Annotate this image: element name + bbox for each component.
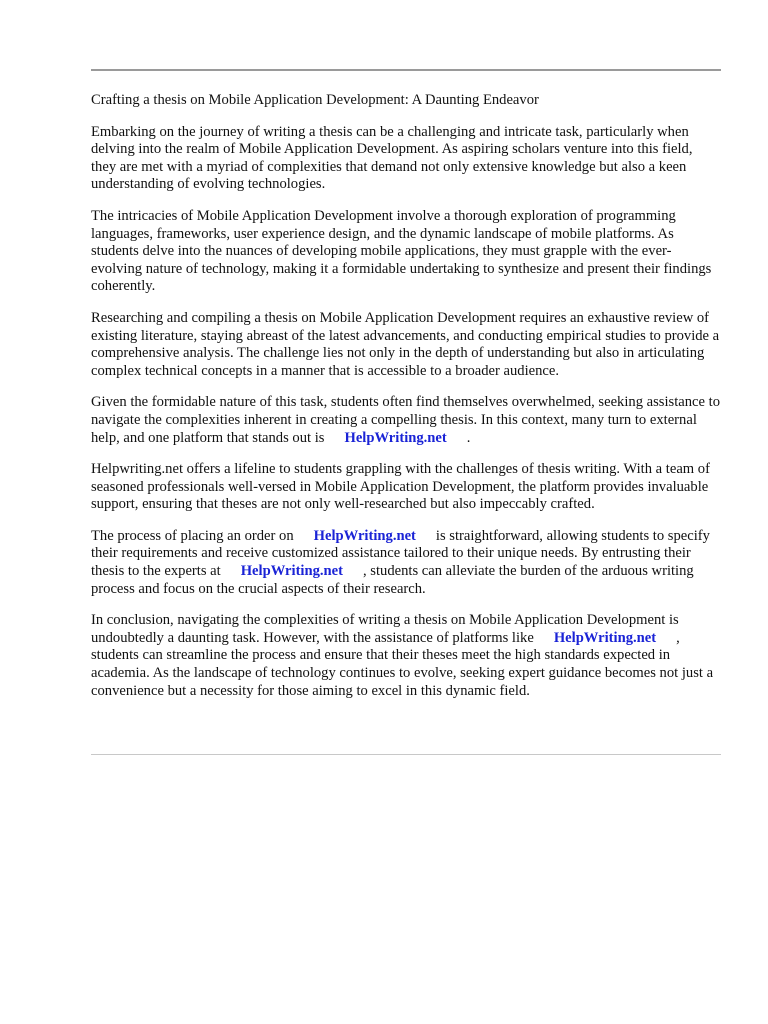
paragraph-assistance [91,394,721,447]
paragraph-conclusion-start: In conclusion, navigating the complexities of writing a thesis on Mobile Application Development is undoubtedly a daunting task. However, with the assistance of platforms like [91,612,679,646]
helpwriting-link-3[interactable]: HelpWriting.net [240,563,343,580]
paragraph-intro: Embarking on the journey of writing a thesis can be a challenging and intricate task, particularly when delving into the realm of Mobile Application Development. As aspiring scholars venture into this field, they are met with a myriad of complexities that demand not only extensive knowledge but also a keen understanding of evolving technologies. [91,123,693,193]
helpwriting-link-1[interactable]: HelpWriting.net [344,429,447,446]
paragraph-conclusion [91,612,721,700]
paragraph-assistance-end: . [466,429,471,446]
helpwriting-link-2[interactable]: HelpWriting.net [313,527,416,544]
top-divider [91,69,721,71]
helpwriting-link-4[interactable]: HelpWriting.net [553,629,657,646]
paragraph-process-end: , students can alleviate the burden of the arduous writing process and focus on the crucial aspects of their research. [91,563,694,597]
paragraph-process-start: The process of placing an order on [91,527,294,544]
bottom-divider [91,754,721,755]
document-body [91,92,721,714]
paragraph-lifeline: Helpwriting.net offers a lifeline to students grappling with the challenges of thesis writing. With a team of seasoned professionals well-versed in Mobile Application Development, the platform provides invaluable support, ensuring that theses are not only well-researched but also impeccably crafted. [91,461,710,513]
paragraph-process-middle: is straightforward, allowing students to specify their requirements and receive customized assistance tailored to their unique needs. By entrusting their thesis to the experts at [91,527,710,580]
paragraph-intricacies: The intricacies of Mobile Application Development involve a thorough exploration of programming languages, frameworks, user experience design, and the dynamic landscape of mobile platforms. As students delve into the nuances of developing mobile applications, they must grapple with the ever-evolving nature of technology, making it a formidable undertaking to synthesize and present their findings coherently. [91,207,712,295]
paragraph-research: Researching and compiling a thesis on Mobile Application Development requires an exhaustive review of existing literature, staying abreast of the latest advancements, and conducting empirical studies to provide a comprehensive analysis. The challenge lies not only in the depth of understanding but also in articulating complex technical concepts in a manner that is accessible to a broader audience. [91,309,720,379]
paragraph-conclusion-end: , students can streamline the process and ensure that their theses meet the high standards expected in academia. As the landscape of technology continues to evolve, seeking expert guidance becomes not just a convenience but a necessity for those aiming to excel in this dynamic field. [91,629,714,699]
document-title: Crafting a thesis on Mobile Application Development: A Daunting Endeavor [91,92,539,108]
paragraph-assistance-text: Given the formidable nature of this task, students often find themselves overwhelmed, seeking assistance to navigate the complexities inherent in creating a compelling thesis. In this context, many turn to external help, and one platform that stands out is [91,394,720,446]
paragraph-process [91,528,721,598]
